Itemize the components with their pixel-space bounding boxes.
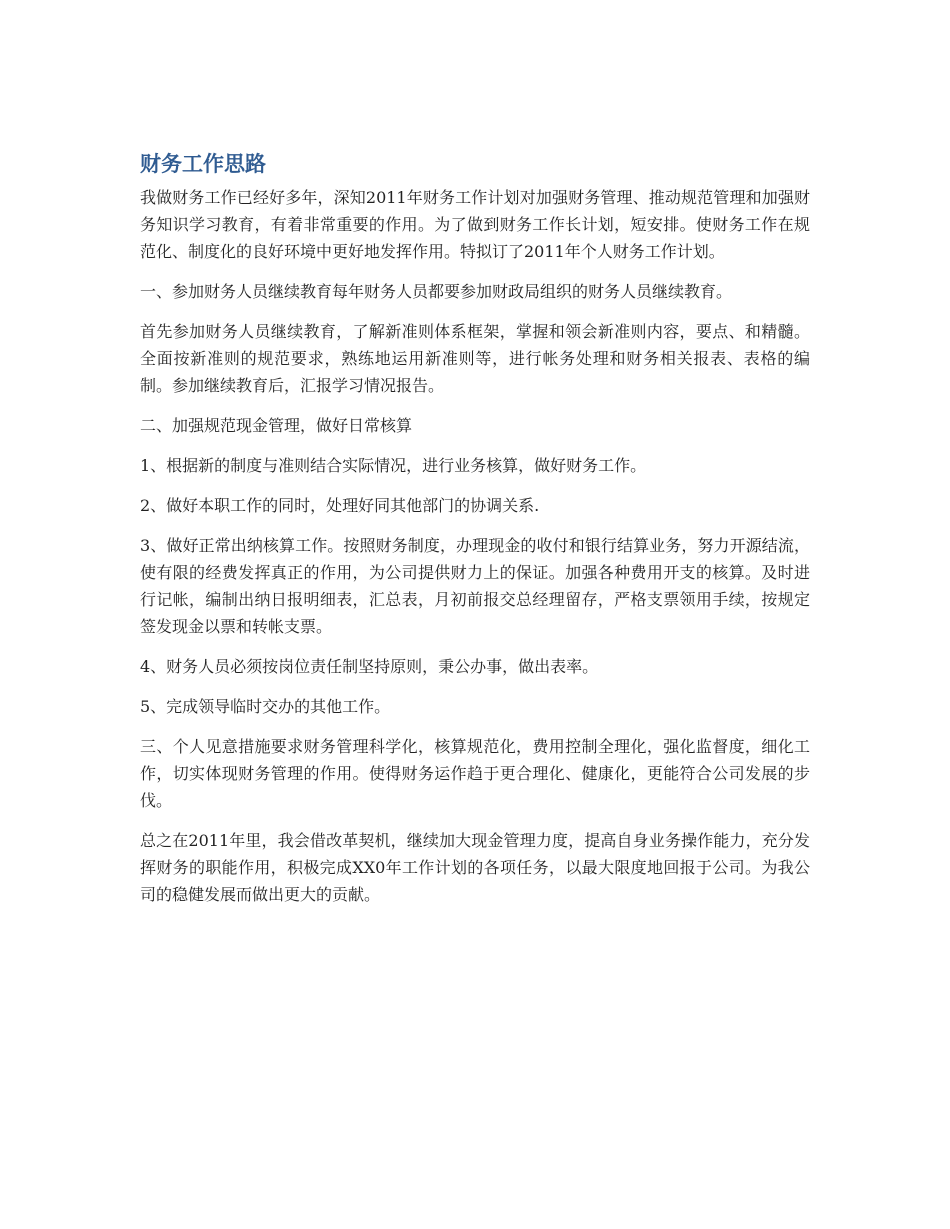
paragraph-section-2-heading: 二、加强规范现金管理，做好日常核算	[140, 416, 413, 435]
list-item-5: 5、完成领导临时交办的其他工作。	[140, 697, 391, 716]
document-title: 财务工作思路	[140, 152, 266, 176]
list-item-4: 4、财务人员必须按岗位责任制坚持原则，秉公办事，做出表率。	[140, 657, 599, 676]
list-item-3: 3、做好正常出纳核算工作。按照财务制度，办理现金的收付和银行结算业务，努力开源结流，使有限的经费发挥真正的作用，为公司提供财力上的保证。加强各种费用开支的核算。及时进行记帐，编制出纳日报明细表，汇总表，月初前报交总经理留存，严格支票领用手续，按规定签发现金以票和转帐支票。	[140, 536, 810, 636]
paragraph-section-1-body: 首先参加财务人员继续教育，了解新准则体系框架，掌握和领会新准则内容，要点、和精髓。全面按新准则的规范要求，熟练地运用新准则等，进行帐务处理和财务相关报表、表格的编制。参加继续教育后，汇报学习情况报告。	[140, 322, 810, 395]
paragraph-conclusion: 总之在2011年里，我会借改革契机，继续加大现金管理力度，提高自身业务操作能力，充分发挥财务的职能作用，积极完成XX0年工作计划的各项任务，以最大限度地回报于公司。为我公司的稳健发展而做出更大的贡献。	[140, 831, 810, 904]
paragraph-intro: 我做财务工作已经好多年，深知2011年财务工作计划对加强财务管理、推动规范管理和加强财务知识学习教育，有着非常重要的作用。为了做到财务工作长计划，短安排。使财务工作在规范化、制度化的良好环境中更好地发挥作用。特拟订了2011年个人财务工作计划。	[140, 188, 810, 261]
list-item-2: 2、做好本职工作的同时，处理好同其他部门的协调关系.	[140, 496, 540, 515]
list-item-1: 1、根据新的制度与准则结合实际情况，进行业务核算，做好财务工作。	[140, 456, 647, 475]
paragraph-section-3: 三、个人见意措施要求财务管理科学化，核算规范化，费用控制全理化，强化监督度，细化工作，切实体现财务管理的作用。使得财务运作趋于更合理化、健康化，更能符合公司发展的步伐。	[140, 737, 810, 810]
paragraph-section-1-heading: 一、参加财务人员继续教育每年财务人员都要参加财政局组织的财务人员继续教育。	[140, 282, 733, 301]
document-body	[140, 150, 810, 921]
